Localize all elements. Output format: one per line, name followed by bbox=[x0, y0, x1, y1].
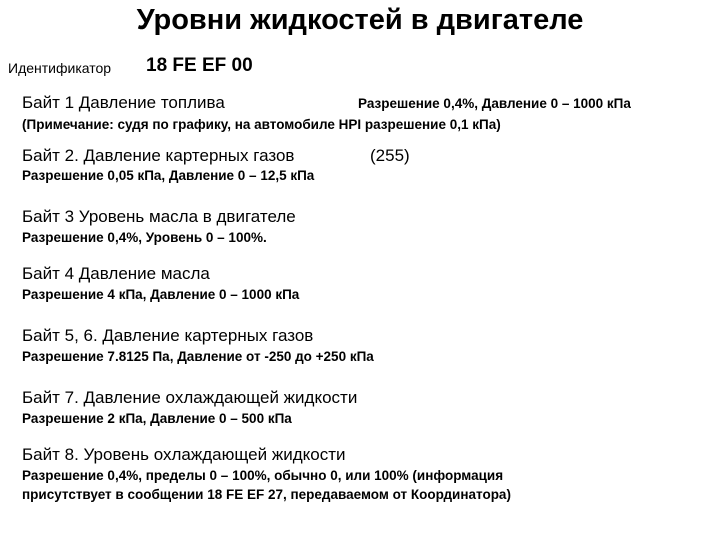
page-title: Уровни жидкостей в двигателе bbox=[136, 4, 584, 36]
byte8-heading: Байт 8. Уровень охлаждающей жидкости bbox=[22, 445, 346, 464]
byte1-heading: Байт 1 Давление топлива bbox=[22, 93, 225, 112]
byte56-detail: Разрешение 7.8125 Па, Давление от -250 до +250 кПа bbox=[22, 349, 374, 364]
identifier-label: Идентификатор bbox=[8, 60, 112, 76]
byte3-heading: Байт 3 Уровень масла в двигателе bbox=[22, 207, 296, 226]
byte8-detail-continued: присутствует в сообщении 18 FE EF 27, передаваемом от Координатора) bbox=[22, 487, 511, 502]
byte4-heading: Байт 4 Давление масла bbox=[22, 264, 210, 283]
byte1-resolution: Разрешение 0,4%, Давление 0 – 1000 кПа bbox=[358, 96, 631, 111]
identifier-value: 18 FE EF 00 bbox=[146, 55, 253, 76]
byte7-detail: Разрешение 2 кПа, Давление 0 – 500 кПа bbox=[22, 411, 292, 426]
byte1-note: (Примечание: судя по графику, на автомобиле HPI разрешение 0,1 кПа) bbox=[22, 117, 501, 132]
byte4-detail: Разрешение 4 кПа, Давление 0 – 1000 кПа bbox=[22, 287, 300, 302]
byte3-detail: Разрешение 0,4%, Уровень 0 – 100%. bbox=[22, 230, 267, 245]
byte56-heading: Байт 5, 6. Давление картерных газов bbox=[22, 326, 314, 345]
byte7-heading: Байт 7. Давление охлаждающей жидкости bbox=[22, 388, 358, 407]
byte2-detail: Разрешение 0,05 кПа, Давление 0 – 12,5 кПа bbox=[22, 168, 315, 183]
byte8-detail: Разрешение 0,4%, пределы 0 – 100%, обычно 0, или 100% (информация bbox=[22, 468, 504, 483]
byte2-code: (255) bbox=[370, 146, 410, 165]
byte2-heading: Байт 2. Давление картерных газов bbox=[22, 146, 295, 165]
